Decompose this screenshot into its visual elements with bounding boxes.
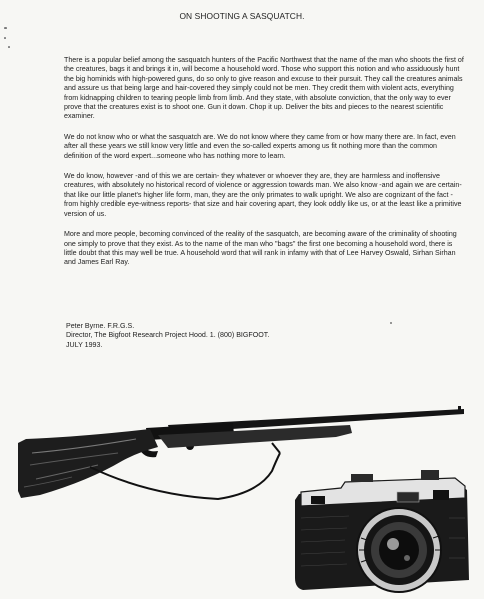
signature-name: Peter Byrne. F.R.G.S.	[66, 322, 135, 330]
paragraph-harmless: We do know, however -and of this we are certain- they whatever or whoever they are, they are harmless and inoffensive creatures, with absolutely no historical record of violence or aggression towards man. We also know -and again we are certain- that like our little planet's higher life form, man, they are the only primates to walk upright. We also are cognizant of the fact -from highly credible eye-witness reports- that size and hair covering apart, they look oddly like us, or at the least like a primitive version of us.	[64, 172, 462, 218]
margin-speck	[390, 322, 392, 324]
signature-position: Director, The Bigfoot Research Project Hood. 1. (800) BIGFOOT.	[66, 331, 270, 340]
article-body	[64, 56, 464, 279]
camera-illustration	[289, 468, 477, 598]
margin-speck	[4, 37, 6, 39]
signature-block	[66, 322, 446, 350]
margin-speck	[4, 27, 7, 29]
paragraph-infamy: More and more people, becoming convinced of the reality of the sasquatch, are becoming aware of the criminality of shooting one simply to prove that they exist. As to the name of the man who "bags" the first one becoming a household word, there is little doubt that this may well be true. A household word that will rank in infamy with that of Lee Harvey Oswald, Sirhan Sirhan and James Earl Ray.	[64, 230, 457, 267]
margin-speck	[8, 46, 10, 48]
signature-date: JULY 1993.	[66, 340, 103, 349]
paragraph-unknown: We do not know who or what the sasquatch are. We do not know where they came from or how many there are. In fact, even after all these years we still know very little and even the so-called experts among us fit nothing more than the common definition of the word expert...someone who has nothing more to learn.	[64, 132, 456, 160]
paragraph-belief: There is a popular belief among the sasquatch hunters of the Pacific Northwest that the name of the man who shoots the first of the creatures, bags it and brings it in, will become a household word. Those who support this notion and who assiduously hunt the big hominids with high-powered guns, do so only to give reason and excuse to their pursuit. They call the creatures animals and assure us that being large and hair-covered they simply could not be men. They credit them with violent acts, everything from kidnapping children to tearing people limb from limb. And they state, with absolute conviction, that the only way to ever prove that the creatures exist is to shoot one. Gun it down. Chop it up. Deliver the bits and pieces to the nearest scientific examiner.	[64, 56, 464, 121]
document-title: ON SHOOTING A SASQUATCH.	[179, 11, 305, 21]
